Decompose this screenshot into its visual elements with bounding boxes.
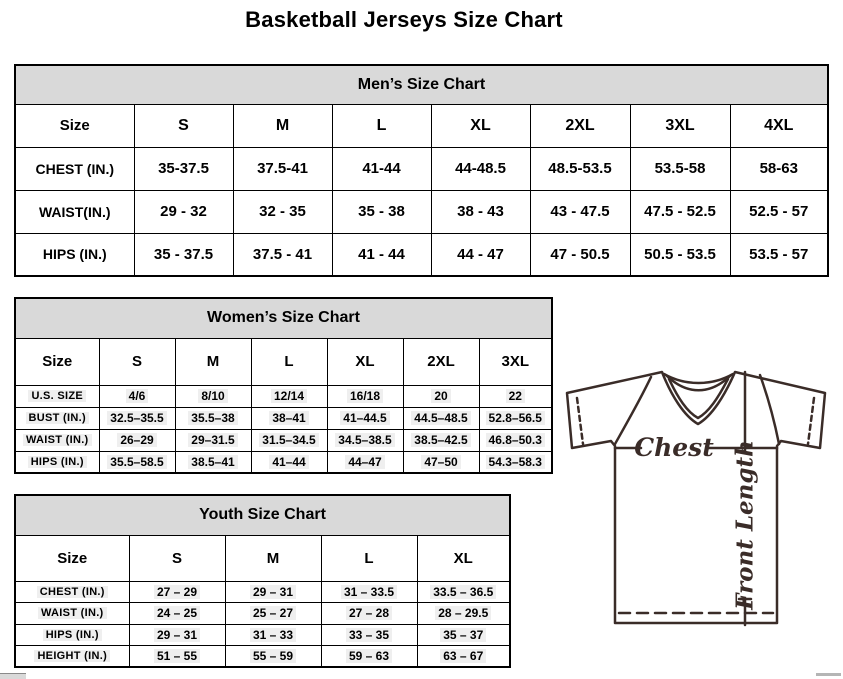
- jersey-measurement-diagram: [563, 362, 831, 662]
- table-cell: 47.5 - 52.5: [630, 190, 730, 233]
- womens-header-row: [15, 338, 552, 385]
- youth-chart-title: Youth Size Chart: [15, 495, 510, 535]
- row-label: HIPS (IN.): [15, 624, 129, 646]
- column-header: L: [321, 535, 417, 581]
- table-cell: 47 - 50.5: [530, 233, 630, 276]
- table-cell: 44 - 47: [431, 233, 530, 276]
- table-cell: 53.5-58: [630, 147, 730, 190]
- chest-label: Chest: [634, 433, 714, 462]
- table-cell: 12/14: [251, 385, 327, 407]
- column-header: Size: [15, 338, 99, 385]
- table-cell: 54.3–58.3: [479, 451, 552, 473]
- table-cell: 24 – 25: [129, 603, 225, 625]
- column-header: L: [251, 338, 327, 385]
- column-header: 2XL: [530, 104, 630, 147]
- table-row: [15, 407, 552, 429]
- table-cell: 41-44: [332, 147, 431, 190]
- table-cell: 55 – 59: [225, 646, 321, 668]
- table-cell: 33.5 – 36.5: [417, 581, 510, 603]
- jersey-diagram-icon: [563, 362, 831, 662]
- mens-size-table: [14, 64, 829, 277]
- column-header: Size: [15, 104, 134, 147]
- row-label: HEIGHT (IN.): [15, 646, 129, 668]
- mens-chart-title: Men’s Size Chart: [15, 65, 828, 104]
- table-row: [15, 451, 552, 473]
- row-label: HIPS (IN.): [15, 451, 99, 473]
- table-cell: 29–31.5: [175, 429, 251, 451]
- table-cell: 35 - 38: [332, 190, 431, 233]
- table-cell: 48.5-53.5: [530, 147, 630, 190]
- mens-header-row: [15, 104, 828, 147]
- column-header: S: [129, 535, 225, 581]
- table-cell: 38 - 43: [431, 190, 530, 233]
- column-header: M: [225, 535, 321, 581]
- column-header: 2XL: [403, 338, 479, 385]
- youth-header-row: [15, 535, 510, 581]
- table-cell: 27 – 28: [321, 603, 417, 625]
- table-cell: 31 – 33.5: [321, 581, 417, 603]
- table-row: [15, 385, 552, 407]
- table-cell: 32 - 35: [233, 190, 332, 233]
- table-cell: 34.5–38.5: [327, 429, 403, 451]
- table-cell: 22: [479, 385, 552, 407]
- table-cell: 63 – 67: [417, 646, 510, 668]
- table-cell: 47–50: [403, 451, 479, 473]
- table-cell: 46.8–50.3: [479, 429, 552, 451]
- column-header: XL: [431, 104, 530, 147]
- table-cell: 59 – 63: [321, 646, 417, 668]
- table-cell: 8/10: [175, 385, 251, 407]
- table-row: [15, 429, 552, 451]
- row-label: HIPS (IN.): [15, 233, 134, 276]
- table-cell: 31 – 33: [225, 624, 321, 646]
- table-cell: 35.5–38: [175, 407, 251, 429]
- table-cell: 44-48.5: [431, 147, 530, 190]
- table-cell: 29 – 31: [225, 581, 321, 603]
- table-cell: 58-63: [730, 147, 828, 190]
- h-scrollbar-fragment-right[interactable]: [816, 673, 841, 676]
- table-row: [15, 190, 828, 233]
- table-row: [15, 233, 828, 276]
- table-cell: 4/6: [99, 385, 175, 407]
- table-cell: 35.5–58.5: [99, 451, 175, 473]
- table-cell: 52.5 - 57: [730, 190, 828, 233]
- table-row: [15, 581, 510, 603]
- column-header: 3XL: [479, 338, 552, 385]
- table-cell: 35-37.5: [134, 147, 233, 190]
- column-header: XL: [417, 535, 510, 581]
- table-cell: 43 - 47.5: [530, 190, 630, 233]
- column-header: S: [99, 338, 175, 385]
- row-label: WAIST (IN.): [15, 603, 129, 625]
- table-cell: 37.5-41: [233, 147, 332, 190]
- table-cell: 26–29: [99, 429, 175, 451]
- table-cell: 53.5 - 57: [730, 233, 828, 276]
- table-cell: 41–44: [251, 451, 327, 473]
- page-title: Basketball Jerseys Size Chart: [245, 7, 563, 32]
- table-cell: 32.5–35.5: [99, 407, 175, 429]
- column-header: M: [175, 338, 251, 385]
- table-cell: 25 – 27: [225, 603, 321, 625]
- table-cell: 41 - 44: [332, 233, 431, 276]
- table-cell: 29 - 32: [134, 190, 233, 233]
- table-cell: 44–47: [327, 451, 403, 473]
- column-header: S: [134, 104, 233, 147]
- table-cell: 35 – 37: [417, 624, 510, 646]
- column-header: XL: [327, 338, 403, 385]
- table-cell: 51 – 55: [129, 646, 225, 668]
- table-cell: 44.5–48.5: [403, 407, 479, 429]
- table-cell: 50.5 - 53.5: [630, 233, 730, 276]
- column-header: M: [233, 104, 332, 147]
- table-cell: 33 – 35: [321, 624, 417, 646]
- table-row: [15, 147, 828, 190]
- table-cell: 38.5–42.5: [403, 429, 479, 451]
- h-scrollbar-fragment-left[interactable]: [0, 673, 26, 679]
- table-cell: 31.5–34.5: [251, 429, 327, 451]
- column-header: L: [332, 104, 431, 147]
- table-cell: 38–41: [251, 407, 327, 429]
- table-cell: 52.8–56.5: [479, 407, 552, 429]
- row-label: WAIST(IN.): [15, 190, 134, 233]
- table-cell: 38.5–41: [175, 451, 251, 473]
- womens-chart-title: Women’s Size Chart: [15, 298, 552, 338]
- column-header: 3XL: [630, 104, 730, 147]
- table-cell: 16/18: [327, 385, 403, 407]
- row-label: U.S. SIZE: [15, 385, 99, 407]
- row-label: WAIST (IN.): [15, 429, 99, 451]
- table-cell: 20: [403, 385, 479, 407]
- column-header: 4XL: [730, 104, 828, 147]
- table-row: [15, 646, 510, 668]
- youth-size-table: [14, 494, 511, 668]
- table-cell: 41–44.5: [327, 407, 403, 429]
- row-label: CHEST (IN.): [15, 581, 129, 603]
- row-label: CHEST (IN.): [15, 147, 134, 190]
- table-cell: 35 - 37.5: [134, 233, 233, 276]
- front-length-label: Front Length: [731, 440, 759, 610]
- row-label: BUST (IN.): [15, 407, 99, 429]
- table-cell: 37.5 - 41: [233, 233, 332, 276]
- table-row: [15, 603, 510, 625]
- table-cell: 29 – 31: [129, 624, 225, 646]
- table-row: [15, 624, 510, 646]
- womens-size-table: [14, 297, 553, 474]
- table-cell: 27 – 29: [129, 581, 225, 603]
- table-cell: 28 – 29.5: [417, 603, 510, 625]
- column-header: Size: [15, 535, 129, 581]
- jersey-outline: [567, 372, 825, 623]
